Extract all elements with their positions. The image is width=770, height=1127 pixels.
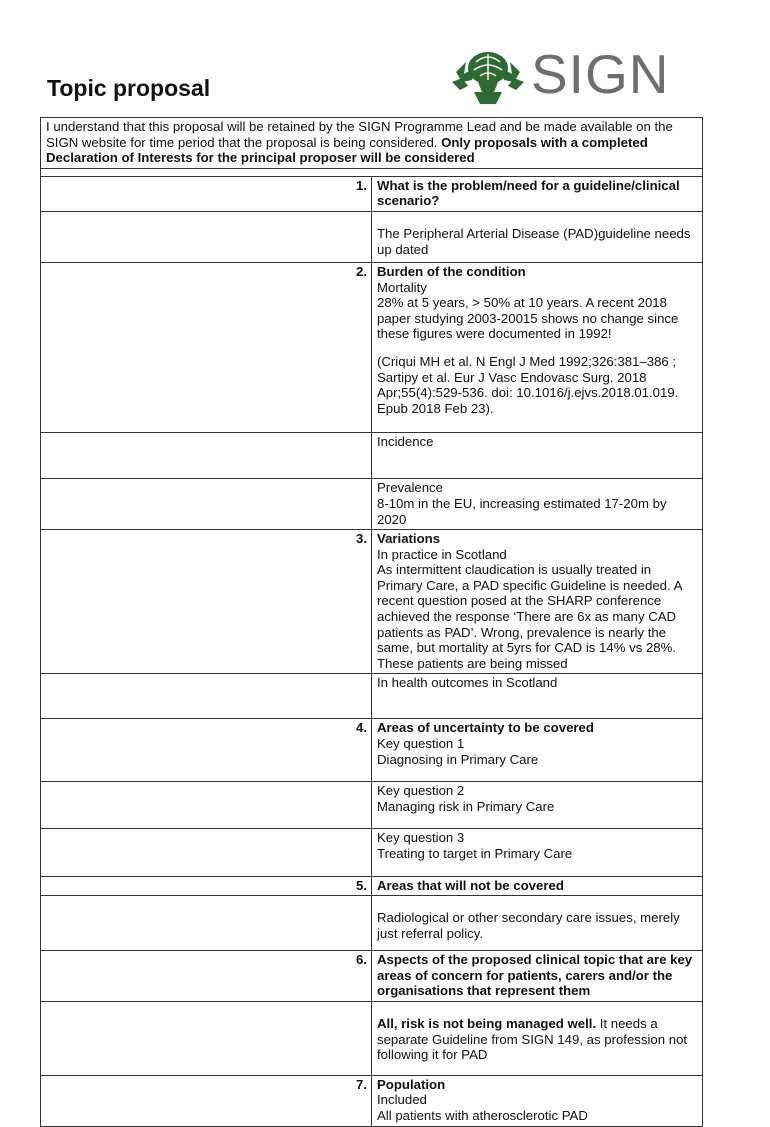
section-1-body	[41, 211, 703, 262]
spacer-row	[41, 168, 703, 176]
section-2-body	[41, 262, 703, 432]
prevalence-label: Prevalence	[377, 480, 443, 496]
proposal-form	[40, 117, 703, 1127]
section-7-number: 7.	[41, 1075, 372, 1126]
section-2-prevalence	[41, 479, 703, 530]
section-2-incidence	[41, 433, 703, 479]
intro-text: I understand that this proposal will be retained by the SIGN Programme Lead and be made available on the SIGN website for time period that the proposal is being considered.	[46, 119, 673, 150]
section-5-header	[41, 876, 703, 896]
practice-text: As intermittent claudication is usually treated in Primary Care, a PAD specific Guideline is needed. A recent question posed at the SHARP conference achieved the response ‘There are 6x as many CAD patients as PAD’. Wrong, prevalence is nearly the same, but mortality at 5yrs for CAD is 14% vs 28%. These patients are being missed	[377, 562, 682, 671]
number-cell	[41, 433, 372, 479]
section-6-answer	[372, 1001, 703, 1075]
question-1-text: Diagnosing in Primary Care	[377, 751, 539, 767]
section-5-heading: Areas that will not be covered	[372, 876, 703, 896]
section-5-number: 5.	[41, 876, 372, 896]
section-6-text: It needs a separate Guideline from SIGN 149, as profession not following it for PAD	[377, 1015, 688, 1063]
section-3-outcomes	[41, 674, 703, 719]
section-7-cell	[372, 1075, 703, 1126]
section-6-bold-text: All, risk is not being managed well.	[377, 1015, 597, 1031]
question-3-text: Treating to target in Primary Care	[377, 846, 573, 861]
section-5-answer	[372, 896, 703, 951]
section-2-number: 2.	[41, 262, 372, 432]
outcomes-label: In health outcomes in Scotland	[377, 675, 558, 691]
section-3-number: 3.	[41, 530, 372, 674]
incidence-label: Incidence	[377, 434, 434, 450]
question-3-label: Key question 3	[377, 830, 465, 846]
question-2-cell	[372, 782, 703, 829]
thistle-icon	[452, 48, 524, 104]
section-1-number: 1.	[41, 176, 372, 211]
section-2-heading: Burden of the condition	[377, 263, 526, 279]
spacer-cell	[41, 168, 703, 176]
section-4-q3	[41, 829, 703, 876]
mortality-references: (Criqui MH et al. N Engl J Med 1992;326:381–386 ; Sartipy et al. Eur J Vasc Endovasc Surg. 2018 Apr;55(4):529-536. doi: 10.1016/j.ejvs.2018.01.019. Epub 2018 Feb 23).	[377, 353, 679, 416]
section-4-number: 4.	[41, 719, 372, 782]
number-cell	[41, 211, 372, 262]
section-7-heading: Population	[377, 1076, 446, 1092]
section-3-heading: Variations	[377, 531, 441, 547]
question-2-text: Managing risk in Primary Care	[377, 798, 555, 814]
section-1-text: The Peripheral Arterial Disease (PAD)guideline needs up dated	[377, 225, 691, 257]
intro-cell	[41, 118, 703, 169]
question-1-label: Key question 1	[377, 736, 465, 752]
section-1-heading: What is the problem/need for a guideline/clinical scenario?	[372, 176, 703, 211]
prevalence-cell	[372, 479, 703, 530]
intro-row	[41, 118, 703, 169]
intro-bold-text: Only proposals with a completed Declaration of Interests for the principal proposer will be considered	[46, 134, 648, 166]
section-3-body	[41, 530, 703, 674]
practice-label: In practice in Scotland	[377, 546, 507, 562]
number-cell	[41, 479, 372, 530]
question-2-label: Key question 2	[377, 783, 465, 799]
section-5-text: Radiological or other secondary care issues, merely just referral policy.	[377, 910, 680, 941]
prevalence-text: 8-10m in the EU, increasing estimated 17-20m by 2020	[377, 495, 667, 527]
number-cell	[41, 1001, 372, 1075]
mortality-label: Mortality	[377, 279, 427, 295]
question-3-cell	[372, 829, 703, 876]
number-cell	[41, 674, 372, 719]
page-title: Topic proposal	[47, 75, 211, 101]
outcomes-cell	[372, 674, 703, 719]
logo-wordmark: SIGN	[531, 43, 670, 105]
mortality-text: 28% at 5 years, > 50% at 10 years. A recent 2018 paper studying 2003-20015 shows no change since these figures were documented in 1992!	[377, 295, 679, 342]
question-1-cell	[372, 719, 703, 782]
section-4-q1	[41, 719, 703, 782]
section-4-heading: Areas of uncertainty to be covered	[377, 720, 594, 736]
section-6-header	[41, 951, 703, 1002]
section-1-header	[41, 176, 703, 211]
number-cell	[41, 829, 372, 876]
section-6-body	[41, 1001, 703, 1075]
section-6-number: 6.	[41, 951, 372, 1002]
included-label: Included	[377, 1092, 427, 1108]
section-5-body	[41, 896, 703, 951]
number-cell	[41, 782, 372, 829]
incidence-cell	[372, 433, 703, 479]
sign-logo	[452, 43, 702, 105]
number-cell	[41, 896, 372, 951]
section-4-q2	[41, 782, 703, 829]
section-6-heading: Aspects of the proposed clinical topic that are key areas of concern for patients, carers and/or the organisations that represent them	[372, 951, 703, 1002]
included-text: All patients with atherosclerotic PAD	[377, 1107, 588, 1123]
section-2-mortality	[372, 262, 703, 432]
section-1-answer	[372, 211, 703, 262]
section-3-practice	[372, 530, 703, 674]
section-7-body	[41, 1075, 703, 1126]
